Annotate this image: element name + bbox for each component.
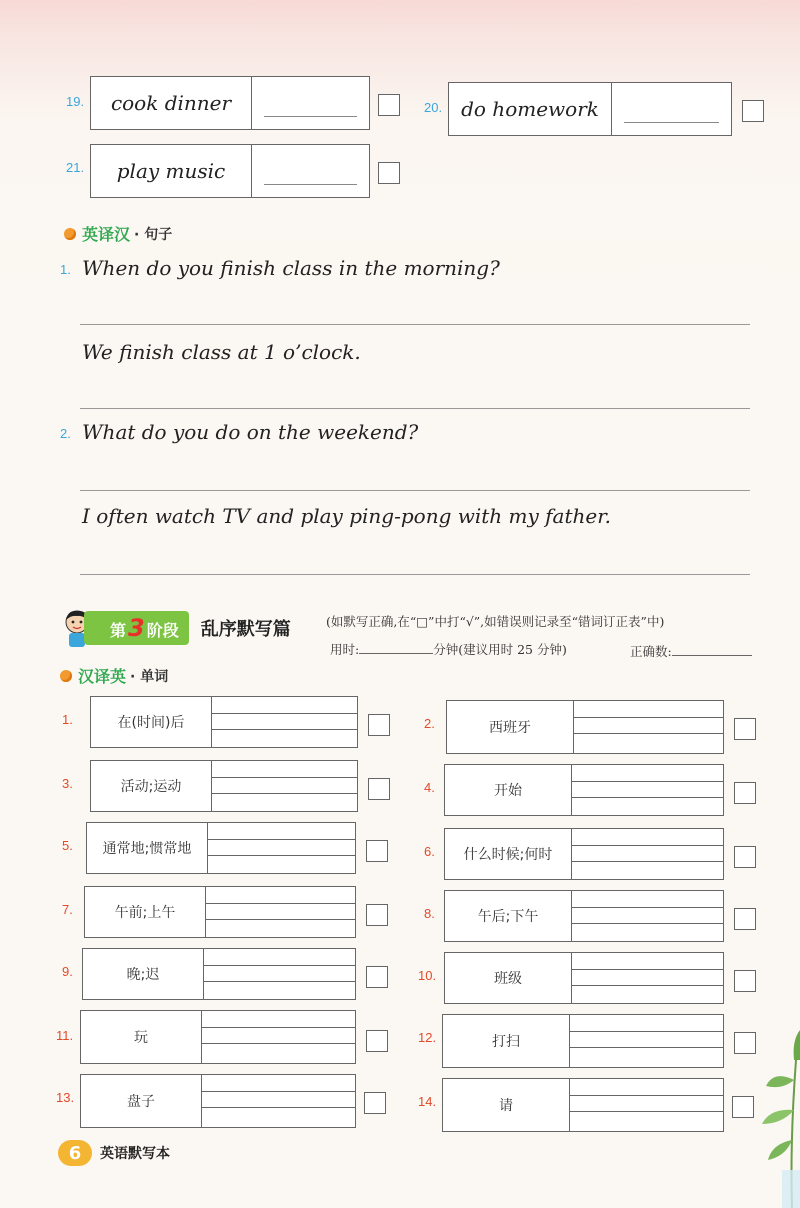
- section-subtitle: · 句子: [134, 226, 173, 243]
- stage-title: 乱序默写篇: [200, 619, 291, 640]
- answer-lines[interactable]: [572, 829, 723, 879]
- stage-suffix: 阶段: [146, 621, 179, 640]
- score-label-text: 正确数:: [630, 644, 672, 659]
- answer-lines[interactable]: [572, 891, 723, 941]
- page-number: 6: [58, 1140, 92, 1166]
- word-box: [90, 760, 358, 812]
- phrase-box: [90, 76, 370, 130]
- item-number: 3.: [62, 776, 73, 791]
- word-box: [80, 1074, 356, 1128]
- sentence: I often watch TV and play ping-pong with my father.: [82, 504, 611, 528]
- word-text: 通常地;惯常地: [87, 823, 208, 873]
- section-title: 英译汉: [82, 225, 131, 244]
- answer-line[interactable]: [612, 83, 731, 135]
- sentence: We finish class at 1 o’clock.: [82, 340, 361, 364]
- word-text: 晚;迟: [83, 949, 204, 999]
- item-number: 8.: [424, 906, 435, 921]
- word-text: 午后;下午: [445, 891, 572, 941]
- phrase-box: [448, 82, 732, 136]
- item-number: 4.: [424, 780, 435, 795]
- word-text: 盘子: [81, 1075, 202, 1127]
- word-box: [442, 1078, 724, 1132]
- answer-line[interactable]: [252, 77, 369, 129]
- item-number: 13.: [56, 1090, 75, 1105]
- word-text: 活动;运动: [91, 761, 212, 811]
- word-text: 在(时间)后: [91, 697, 212, 747]
- instruction-note: (如默写正确,在“□”中打“√”,如错误则记录至“错词订正表”中): [326, 614, 665, 629]
- phrase-box: [90, 144, 370, 198]
- item-number: 21.: [66, 160, 85, 175]
- stage-badge: [84, 611, 189, 645]
- item-number: 1.: [60, 262, 71, 277]
- checkbox[interactable]: [734, 846, 756, 868]
- item-number: 20.: [424, 100, 443, 115]
- score-label: [630, 642, 752, 660]
- time-blank[interactable]: [359, 653, 433, 654]
- section-title: 汉译英: [78, 667, 127, 686]
- checkbox[interactable]: [366, 966, 388, 988]
- phrase-text: do homework: [449, 83, 612, 135]
- section-heading: [60, 664, 168, 687]
- item-number: 9.: [62, 964, 73, 979]
- answer-lines[interactable]: [572, 765, 723, 815]
- answer-lines[interactable]: [212, 697, 357, 747]
- answer-lines[interactable]: [212, 761, 357, 811]
- answer-lines[interactable]: [570, 1079, 723, 1131]
- answer-lines[interactable]: [572, 953, 723, 1003]
- word-box: [80, 1010, 356, 1064]
- word-text: 请: [443, 1079, 570, 1131]
- item-number: 11.: [56, 1028, 74, 1043]
- answer-lines[interactable]: [574, 701, 723, 753]
- item-number: 2.: [424, 716, 435, 731]
- word-text: 打扫: [443, 1015, 570, 1067]
- book-title: 英语默写本: [100, 1146, 170, 1162]
- checkbox[interactable]: [742, 100, 764, 122]
- checkbox[interactable]: [368, 778, 390, 800]
- answer-line[interactable]: [80, 324, 750, 325]
- answer-lines[interactable]: [208, 823, 355, 873]
- word-box: [444, 890, 724, 942]
- answer-lines[interactable]: [202, 1075, 355, 1127]
- answer-lines[interactable]: [206, 887, 355, 937]
- answer-line[interactable]: [80, 574, 750, 575]
- bullet-icon: [60, 670, 72, 682]
- stage-banner: [60, 608, 291, 648]
- word-box: [446, 700, 724, 754]
- answer-line[interactable]: [80, 490, 750, 491]
- score-blank[interactable]: [672, 655, 752, 656]
- stage-number: 3: [128, 614, 145, 642]
- answer-lines[interactable]: [202, 1011, 355, 1063]
- answer-lines[interactable]: [204, 949, 355, 999]
- checkbox[interactable]: [734, 718, 756, 740]
- time-label-text: 用时:: [330, 642, 360, 657]
- plant-decoration-icon: [752, 1020, 800, 1208]
- bullet-icon: [64, 228, 76, 240]
- checkbox[interactable]: [366, 840, 388, 862]
- word-text: 西班牙: [447, 701, 574, 753]
- answer-lines[interactable]: [570, 1015, 723, 1067]
- checkbox[interactable]: [734, 908, 756, 930]
- checkbox[interactable]: [732, 1096, 754, 1118]
- section-heading: [64, 222, 172, 245]
- item-number: 6.: [424, 844, 435, 859]
- answer-line[interactable]: [80, 408, 750, 409]
- answer-line[interactable]: [252, 145, 369, 197]
- sentence: When do you finish class in the morning?: [82, 256, 500, 280]
- word-box: [444, 952, 724, 1004]
- item-number: 19.: [66, 94, 85, 109]
- item-number: 10.: [418, 968, 437, 983]
- word-box: [442, 1014, 724, 1068]
- phrase-text: cook dinner: [91, 77, 252, 129]
- phrase-text: play music: [91, 145, 252, 197]
- word-box: [90, 696, 358, 748]
- time-label: [330, 640, 567, 658]
- word-box: [444, 828, 724, 880]
- item-number: 5.: [62, 838, 73, 853]
- word-box: [84, 886, 356, 938]
- time-hint: 分钟(建议用时 25 分钟): [433, 642, 567, 657]
- checkbox[interactable]: [368, 714, 390, 736]
- checkbox[interactable]: [734, 970, 756, 992]
- item-number: 7.: [62, 902, 73, 917]
- footer: [58, 1140, 170, 1166]
- checkbox[interactable]: [378, 162, 400, 184]
- word-text: 玩: [81, 1011, 202, 1063]
- checkbox[interactable]: [366, 1030, 388, 1052]
- item-number: 14.: [418, 1094, 437, 1109]
- item-number: 12.: [418, 1030, 437, 1045]
- word-box: [444, 764, 724, 816]
- word-text: 午前;上午: [85, 887, 206, 937]
- checkbox[interactable]: [366, 904, 388, 926]
- stage-prefix: 第: [110, 621, 127, 640]
- word-box: [82, 948, 356, 1000]
- checkbox[interactable]: [364, 1092, 386, 1114]
- word-text: 什么时候;何时: [445, 829, 572, 879]
- word-text: 开始: [445, 765, 572, 815]
- section-subtitle: · 单词: [130, 668, 169, 685]
- checkbox[interactable]: [734, 782, 756, 804]
- checkbox[interactable]: [378, 94, 400, 116]
- sentence: What do you do on the weekend?: [82, 420, 419, 444]
- word-box: [86, 822, 356, 874]
- item-number: 1.: [62, 712, 73, 727]
- item-number: 2.: [60, 426, 71, 441]
- word-text: 班级: [445, 953, 572, 1003]
